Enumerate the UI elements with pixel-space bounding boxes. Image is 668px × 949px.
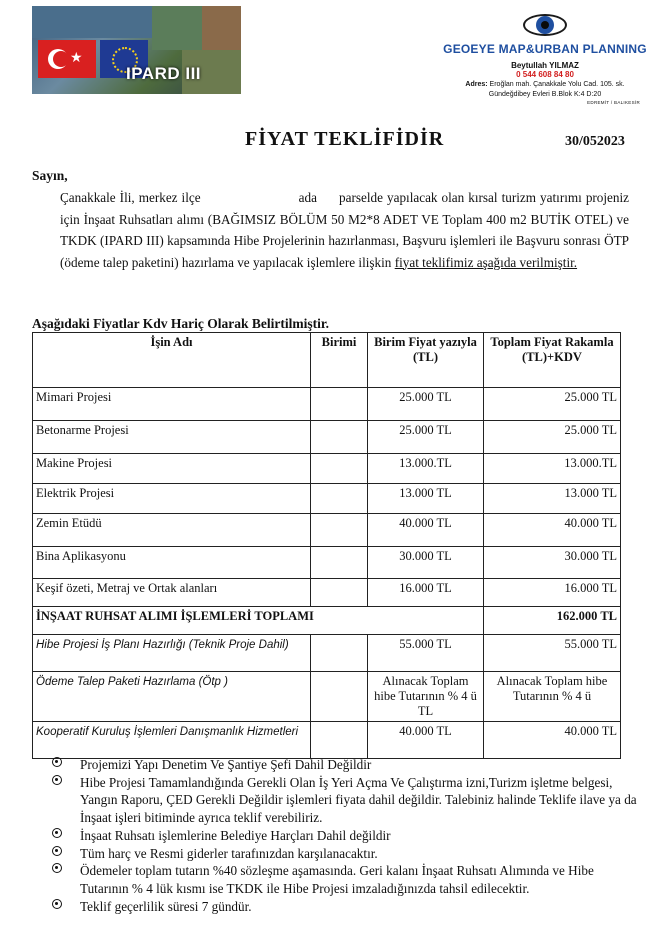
item-name: Hibe Projesi İş Planı Hazırlığı (Teknik Proje Dahil) bbox=[33, 635, 311, 672]
table-row bbox=[33, 672, 621, 722]
item-total: 25.000 TL bbox=[484, 421, 621, 454]
item-unit-price: 25.000 TL bbox=[368, 388, 484, 421]
item-unit bbox=[311, 672, 368, 722]
item-name: Elektrik Projesi bbox=[33, 484, 311, 514]
item-unit bbox=[311, 722, 368, 759]
ipard-banner bbox=[32, 6, 241, 94]
item-total: 30.000 TL bbox=[484, 547, 621, 579]
table-header-row bbox=[33, 333, 621, 388]
column-header: Toplam Fiyat Rakamla (TL)+KDV bbox=[484, 333, 621, 388]
list-item: Teklif geçerlilik süresi 7 gündür. bbox=[52, 898, 642, 916]
intro-underlined: fiyat teklifimiz aşağıda verilmiştir. bbox=[394, 254, 578, 270]
item-unit-price: 16.000 TL bbox=[368, 579, 484, 607]
table-row bbox=[33, 388, 621, 421]
table-row bbox=[33, 421, 621, 454]
banner-photo bbox=[202, 6, 241, 50]
item-name: Keşif özeti, Metraj ve Ortak alanları bbox=[33, 579, 311, 607]
kdv-note: Aşağıdaki Fiyatlar Kdv Hariç Olarak Belirtilmiştir. bbox=[32, 316, 329, 331]
list-item: Projemizi Yapı Denetim Ve Şantiye Şefi Dahil Değildir bbox=[52, 756, 642, 774]
contact-phone: 0 544 608 84 80 bbox=[516, 70, 574, 79]
banner-photo bbox=[152, 6, 202, 50]
bullet-icon bbox=[52, 846, 62, 856]
item-total: 16.000 TL bbox=[484, 579, 621, 607]
item-total: 13.000 TL bbox=[484, 484, 621, 514]
bullet-icon bbox=[52, 899, 62, 909]
table-row bbox=[33, 722, 621, 759]
item-unit bbox=[311, 579, 368, 607]
turkey-flag-icon: ★ bbox=[38, 40, 96, 78]
item-name: Makine Projesi bbox=[33, 454, 311, 484]
item-unit-price: 40.000 TL bbox=[368, 722, 484, 759]
table-row bbox=[33, 484, 621, 514]
bullet-icon bbox=[52, 757, 62, 767]
item-unit bbox=[311, 454, 368, 484]
item-name: Ödeme Talep Paketi Hazırlama (Ötp ) bbox=[33, 672, 311, 722]
document-title: FİYAT TEKLİFİDİR bbox=[245, 128, 445, 150]
item-name: Bina Aplikasyonu bbox=[33, 547, 311, 579]
item-unit bbox=[311, 421, 368, 454]
list-item: Hibe Projesi Tamamlandığında Gerekli Olan İş Yeri Açma Ve Çalıştırma izni,Turizm işletme belgesi, Yangın Raporu, ÇED Gerekli Değildir işlemleri fiyata dahil değildir. Talebiniz halinde Teklife ilave ya da İnşaat işleri bitiminde ayrıca teklif verebiliriz. bbox=[52, 774, 642, 827]
item-unit-price: 40.000 TL bbox=[368, 514, 484, 547]
list-item: İnşaat Ruhsatı işlemlerine Belediye Harçları Dahil değildir bbox=[52, 827, 642, 845]
item-total: 13.000.TL bbox=[484, 454, 621, 484]
list-item: Tüm harç ve Resmi giderler tarafınızdan karşılanacaktır. bbox=[52, 845, 642, 863]
total-label: İNŞAAT RUHSAT ALIMI İŞLEMLERİ TOPLAMI bbox=[33, 607, 484, 635]
eye-logo-icon bbox=[523, 12, 567, 38]
item-unit bbox=[311, 514, 368, 547]
company-header bbox=[440, 12, 650, 105]
item-total: 40.000 TL bbox=[484, 722, 621, 759]
document-date: 30/052023 bbox=[565, 134, 625, 149]
banner-title: IPARD III bbox=[126, 64, 202, 83]
bullet-icon bbox=[52, 863, 62, 873]
table-row bbox=[33, 635, 621, 672]
item-unit bbox=[311, 388, 368, 421]
contact-person: Beytullah YILMAZ bbox=[511, 61, 579, 70]
item-total: 25.000 TL bbox=[484, 388, 621, 421]
company-name: GEOEYE MAP&URBAN PLANNING bbox=[443, 42, 647, 56]
item-total: 55.000 TL bbox=[484, 635, 621, 672]
item-unit bbox=[311, 635, 368, 672]
column-header: Birimi bbox=[311, 333, 368, 388]
item-unit bbox=[311, 484, 368, 514]
item-unit-price: 13.000.TL bbox=[368, 454, 484, 484]
item-total: 40.000 TL bbox=[484, 514, 621, 547]
item-unit bbox=[311, 547, 368, 579]
table-row bbox=[33, 514, 621, 547]
item-unit-price: Alınacak Toplam hibe Tutarının % 4 ü TL bbox=[368, 672, 484, 722]
contact-address: Adres: Eroğlan mah. Çanakkale Yolu Cad. 105. sk. Gündeğdibey Evleri B.Blok K:4 D:20 bbox=[465, 81, 625, 98]
bullet-icon bbox=[52, 775, 62, 785]
column-header: Birim Fiyat yazıyla (TL) bbox=[368, 333, 484, 388]
item-total: Alınacak Toplam hibe Tutarının % 4 ü bbox=[484, 672, 621, 722]
item-unit-price: 55.000 TL bbox=[368, 635, 484, 672]
item-unit-price: 25.000 TL bbox=[368, 421, 484, 454]
banner-photo bbox=[32, 6, 152, 38]
item-name: Zemin Etüdü bbox=[33, 514, 311, 547]
column-header: İşin Adı bbox=[33, 333, 311, 388]
item-name: Mimari Projesi bbox=[33, 388, 311, 421]
table-row bbox=[33, 579, 621, 607]
total-value: 162.000 TL bbox=[484, 607, 621, 635]
list-item: Ödemeler toplam tutarın %40 sözleşme aşamasında. Geri kalanı İnşaat Ruhsatı Alımında ve Hibe Tutarının % 4 lük kısmı ise TKDK ile Hibe Projesi imzaladığınızda tahsil edilecektir. bbox=[52, 862, 642, 897]
item-name: Betonarme Projesi bbox=[33, 421, 311, 454]
total-row bbox=[33, 607, 621, 635]
notes-list bbox=[52, 756, 642, 915]
table-row bbox=[33, 547, 621, 579]
price-table bbox=[32, 332, 621, 759]
item-unit-price: 13.000 TL bbox=[368, 484, 484, 514]
item-unit-price: 30.000 TL bbox=[368, 547, 484, 579]
table-row bbox=[33, 454, 621, 484]
item-name: Kooperatif Kuruluş İşlemleri Danışmanlık Hizmetleri bbox=[33, 722, 311, 759]
bullet-icon bbox=[52, 828, 62, 838]
contact-city: EDREMİT / BALIKESİR bbox=[587, 100, 640, 105]
intro-paragraph: Çanakkale İli, merkez ilçe ada parselde yapılacak olan kırsal turizm yatırımı projeniz için İnşaat Ruhsatları alımı (BAĞIMSIZ BÖLÜM 50 M2*8 ADET VE Toplam 400 m2 BUTİK OTEL) ve TKDK (IPARD III) kapsamında Hibe Projelerinin hazırlanması, Başvuru işlemleri ile Başvuru sonrası ÖTP (ödeme talep paketini) hazırlama ve yapılacak işlemlere ilişkin fiyat teklifimiz aşağıda verilmiştir. bbox=[60, 190, 630, 270]
salutation: Sayın, bbox=[32, 168, 68, 183]
